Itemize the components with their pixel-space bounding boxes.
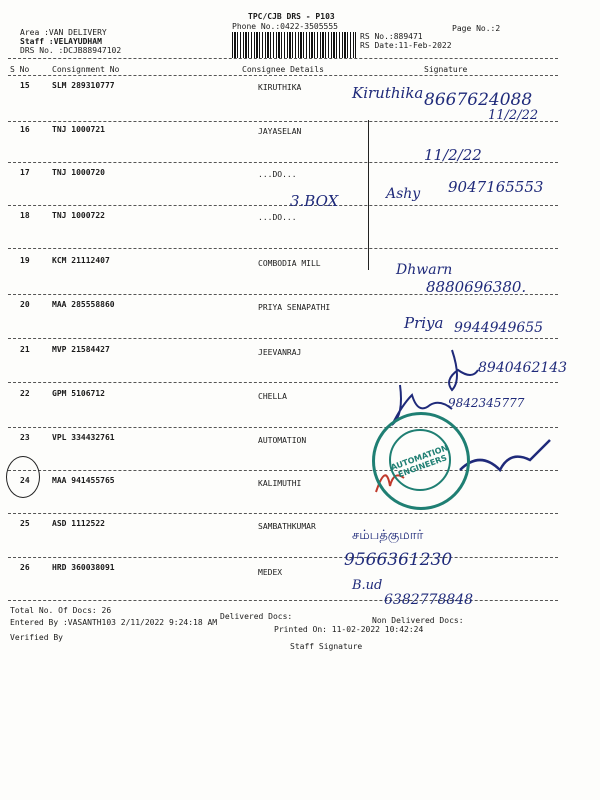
row-22-consignment: GPM 5106712 [52, 389, 105, 398]
row-22-sno: 22 [20, 389, 30, 398]
row-17-sno: 17 [20, 168, 30, 177]
handwritten-box-count: 3.BOX [290, 192, 339, 210]
row-15-consignment: SLM 289310777 [52, 81, 115, 90]
page-number: Page No.:2 [452, 24, 501, 33]
row-17-consignee: ...DO... [258, 170, 297, 179]
handwritten-phone: 6382778848 [384, 592, 474, 608]
row-21-consignee: JEEVANRAJ [258, 348, 302, 357]
row-divider [8, 557, 558, 558]
drs-number: DRS No. :DCJB88947102 [20, 46, 122, 55]
row-divider [8, 513, 558, 514]
row-26-sno: 26 [20, 563, 30, 572]
row-17-consignment: TNJ 1000720 [52, 168, 105, 177]
document-title: TPC/CJB DRS - P103 [248, 12, 335, 21]
row-18-sno: 18 [20, 211, 30, 220]
handwritten-signature: Kiruthika [352, 84, 424, 102]
entered-by: Entered By :VASANTH103 2/11/2022 9:24:18 AM [10, 618, 218, 627]
handwritten-phone: 9842345777 [448, 396, 525, 410]
divider [8, 58, 558, 59]
verified-by: Verified By [10, 633, 63, 642]
row-19-sno: 19 [20, 256, 30, 265]
handwritten-phone: 8880696380. [426, 278, 527, 296]
row-16-sno: 16 [20, 125, 30, 134]
row-23-consignment: VPL 334432761 [52, 433, 115, 442]
row-20-consignment: MAA 285558860 [52, 300, 115, 309]
handwritten-date: 11/2/22 [424, 146, 482, 164]
row-divider [8, 205, 558, 206]
staff-label: Staff :VELAYUDHAM [20, 37, 102, 46]
row-15-consignee: KIRUTHIKA [258, 83, 302, 92]
row-25-consignment: ASD 1112522 [52, 519, 105, 528]
col-consignee: Consignee Details [242, 65, 324, 74]
handwritten-signature: Priya [404, 314, 444, 332]
circled-entry-mark [6, 456, 40, 498]
row-26-consignment: HRD 360038091 [52, 563, 115, 572]
rs-number: RS No.:889471 [360, 32, 423, 41]
row-25-consignee: SAMBATHKUMAR [258, 522, 316, 531]
col-sno: S No [10, 65, 30, 74]
row-22-consignee: CHELLA [258, 392, 287, 401]
handwritten-bracket-line [368, 120, 369, 270]
row-25-sno: 25 [20, 519, 30, 528]
row-23-consignee: AUTOMATION [258, 436, 307, 445]
phone-number: Phone No.:0422-3505555 [232, 22, 338, 31]
row-21-sno: 21 [20, 345, 30, 354]
handwritten-date: 11/2/22 [488, 108, 539, 123]
delivered-docs: Delivered Docs: [220, 612, 293, 621]
handwritten-signature: B.ud [352, 578, 383, 593]
company-stamp [372, 412, 470, 510]
staff-signature: Staff Signature [290, 642, 363, 651]
row-18-consignment: TNJ 1000722 [52, 211, 105, 220]
row-divider [8, 121, 558, 122]
divider [8, 75, 558, 76]
col-consignment: Consignment No [52, 65, 120, 74]
handwritten-phone: 8667624088 [424, 90, 533, 110]
row-26-consignee: MEDEX [258, 568, 283, 577]
row-15-sno: 15 [20, 81, 30, 90]
row-24-consignment: MAA 941455765 [52, 476, 115, 485]
total-docs: Total No. Of Docs: 26 [10, 606, 112, 615]
row-16-consignee: JAYASELAN [258, 127, 302, 136]
handwritten-phone: 9566361230 [344, 550, 453, 570]
non-delivered-docs: Non Delivered Docs: [372, 616, 464, 625]
row-20-consignee: PRIYA SENAPATHI [258, 303, 331, 312]
handwritten-signature: சம்பத்குமார் [352, 528, 424, 543]
row-divider [8, 338, 558, 339]
handwritten-signature: Dhwarn [396, 262, 453, 278]
signature-scribble-jeevanraj [449, 350, 478, 390]
row-24-sno: 24 [20, 476, 30, 485]
handwritten-signature: Ashy [386, 186, 421, 202]
handwritten-phone: 8940462143 [478, 360, 568, 376]
row-divider [8, 600, 558, 601]
row-19-consignee: COMBODIA MILL [258, 259, 321, 268]
row-24-consignee: KALIMUTHI [258, 479, 302, 488]
row-divider [8, 248, 558, 249]
row-16-consignment: TNJ 1000721 [52, 125, 105, 134]
handwritten-phone: 9944949655 [454, 320, 544, 336]
row-20-sno: 20 [20, 300, 30, 309]
row-21-consignment: MVP 21584427 [52, 345, 110, 354]
row-19-consignment: KCM 21112407 [52, 256, 110, 265]
signature-scribble-automation [460, 440, 550, 470]
rs-date: RS Date:11-Feb-2022 [360, 41, 452, 50]
row-18-consignee: ...DO... [258, 213, 297, 222]
area-label: Area :VAN DELIVERY [20, 28, 107, 37]
handwritten-phone: 9047165553 [448, 178, 544, 196]
row-23-sno: 23 [20, 433, 30, 442]
printed-on: Printed On: 11-02-2022 10:42:24 [274, 625, 424, 634]
col-signature: Signature [424, 65, 468, 74]
barcode [232, 32, 356, 58]
stamp-text: AUTOMATION ENGINEERS [389, 443, 450, 480]
